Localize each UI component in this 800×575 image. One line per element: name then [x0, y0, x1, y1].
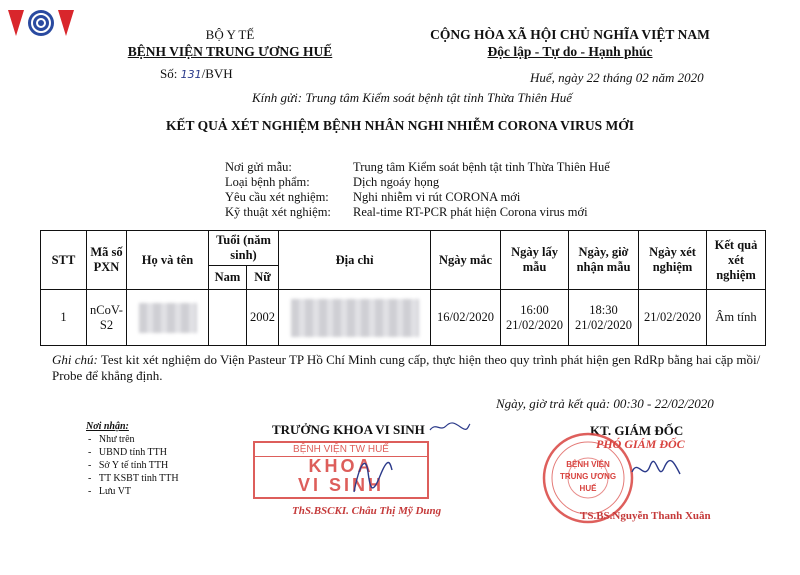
issuer-header [95, 26, 365, 60]
col-onset: Ngày mắc [431, 231, 501, 290]
cell-result: Âm tính [707, 290, 766, 346]
note [52, 352, 762, 384]
vov-logo [6, 6, 76, 40]
document-title: KẾT QUẢ XÉT NGHIỆM BỆNH NHÂN NGHI NHIỄM CORONA VIRUS MỚI [165, 118, 635, 133]
lab-stamp-line2: VI SINH [297, 475, 384, 495]
cell-name-redacted [127, 290, 209, 346]
lab-stamp [253, 441, 429, 499]
cell-stt: 1 [41, 290, 87, 346]
addressee: Kính gửi: Trung tâm Kiểm soát bệnh tật tỉnh Thừa Thiên Huế [252, 90, 573, 105]
info-row: Kỹ thuật xét nghiệm: Real-time RT-PCR phát hiện Corona virus mới [225, 205, 588, 219]
cell-onset: 16/02/2020 [431, 290, 501, 346]
col-address: Địa chỉ [279, 231, 431, 290]
sample-info [225, 160, 610, 220]
republic-title: CỘNG HÒA XÃ HỘI CHỦ NGHĨA VIỆT NAM [430, 27, 710, 42]
deputy-stamp: PHÓ GIÁM ĐỐC [596, 437, 685, 451]
lab-head-title: TRƯỞNG KHOA VI SINH [272, 422, 425, 437]
recipients-heading: Nơi nhận: [86, 421, 129, 432]
results-table [40, 230, 766, 346]
note-text: Test kit xét nghiệm do Viện Pasteur TP Hồ Chí Minh cung cấp, thực hiện theo quy trình phát hiện gen RdRp bằng hai cặp mồi/ Probe để khẳng định. [52, 352, 761, 383]
col-result: Kết quả xét nghiệm [707, 231, 766, 290]
list-item: - TT KSBT tỉnh TTH [88, 473, 179, 484]
cell-sampled: 16:00 21/02/2020 [501, 290, 569, 346]
cell-address-redacted [279, 290, 431, 346]
col-female: Nữ [247, 266, 279, 290]
table-row [41, 290, 766, 346]
director-signer-name: TS.BS.Nguyễn Thanh Xuân [580, 510, 711, 522]
national-header [380, 26, 760, 60]
cell-female: 2002 [247, 290, 279, 346]
lab-stamp-top: BỆNH VIỆN TW HUẾ [255, 443, 427, 457]
handwritten-number: 131 [180, 68, 202, 81]
list-item: - Lưu VT [88, 486, 132, 497]
cell-male [209, 290, 247, 346]
return-time: Ngày, giờ trả kết quả: 00:30 - 22/02/2020 [496, 396, 714, 411]
info-row: Loại bệnh phẩm: Dịch ngoáy họng [225, 175, 440, 189]
recipients [86, 420, 179, 498]
info-row: Nơi gửi mẫu: Trung tâm Kiểm soát bệnh tật tỉnh Thừa Thiên Huế [225, 160, 610, 174]
col-code: Mã số PXN [87, 231, 127, 290]
seal-line3: HUẾ [579, 484, 597, 493]
director-signature-icon [628, 452, 684, 497]
lab-signer-name: ThS.BSCKI. Châu Thị Mỹ Dung [292, 505, 442, 517]
col-stt: STT [41, 231, 87, 290]
director-title: KT. GIÁM ĐỐC [590, 423, 684, 438]
list-item: - Như trên [88, 434, 135, 445]
lab-signature-icon [346, 452, 396, 505]
note-label: Ghi chú: [52, 352, 98, 367]
list-item: - Sở Y tế tỉnh TTH [88, 460, 169, 471]
cell-tested: 21/02/2020 [639, 290, 707, 346]
hospital-name: BỆNH VIỆN TRUNG ƯƠNG HUẾ [127, 44, 333, 59]
table-header-row [41, 231, 766, 266]
seal-line1: BỆNH VIỆN [566, 460, 610, 469]
ministry-name: BỘ Y TẾ [205, 27, 255, 42]
col-sampled: Ngày lấy mẫu [501, 231, 569, 290]
col-received: Ngày, giờ nhận mẫu [569, 231, 639, 290]
col-tested: Ngày xét nghiệm [639, 231, 707, 290]
document-date: Huế, ngày 22 tháng 02 năm 2020 [530, 70, 704, 85]
signature-mark-icon [428, 420, 472, 439]
col-male: Nam [209, 266, 247, 290]
list-item: - UBND tỉnh TTH [88, 447, 167, 458]
cell-code: nCoV-S2 [87, 290, 127, 346]
cell-received: 18:30 21/02/2020 [569, 290, 639, 346]
national-motto: Độc lập - Tự do - Hạnh phúc [487, 44, 653, 59]
col-name: Họ và tên [127, 231, 209, 290]
document-number: Số: 131/BVH [160, 66, 233, 81]
info-row: Yêu cầu xét nghiệm: Nghi nhiễm vi rút CORONA mới [225, 190, 521, 204]
col-age: Tuổi (năm sinh) [209, 231, 279, 266]
lab-stamp-line1: KHOA [308, 456, 374, 476]
seal-line2: TRUNG ƯƠNG [559, 472, 617, 481]
